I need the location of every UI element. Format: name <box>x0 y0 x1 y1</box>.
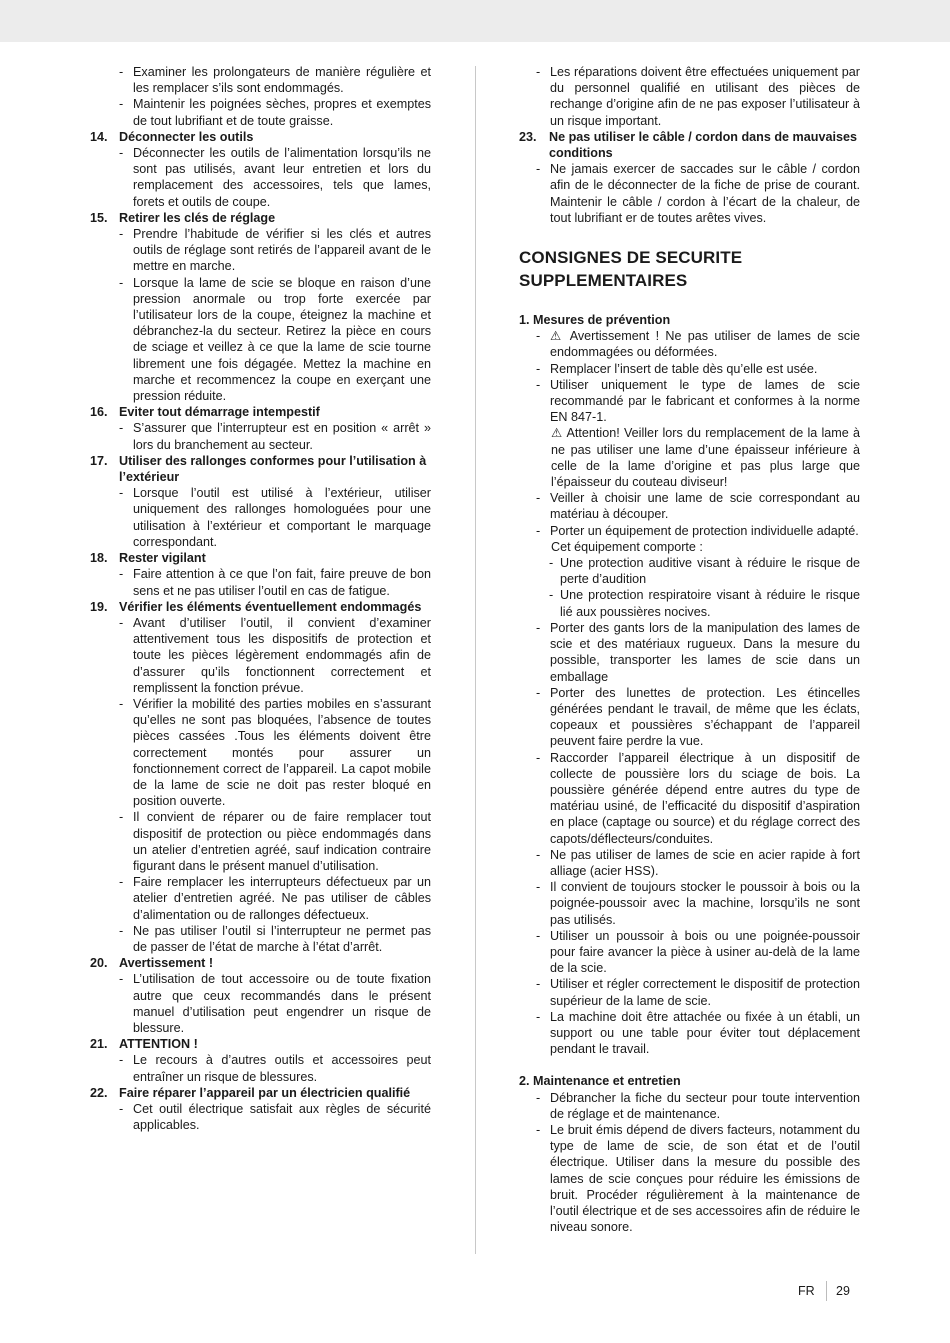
item-title: Utiliser des rallonges conformes pour l’utilisation à l’extérieur <box>119 453 427 485</box>
bullet-item <box>519 976 860 1008</box>
section-title-prevention <box>519 312 860 328</box>
bullet-dash: - <box>536 685 541 700</box>
bullet-text: Ne pas utiliser l’outil si l’interrupteur ne permet pas de passer de l’état de marche à l’état d’arrêt. <box>133 923 431 954</box>
bullet-item <box>519 161 860 226</box>
item-title: Eviter tout démarrage intempestif <box>119 405 320 420</box>
bullet-item <box>519 523 860 539</box>
bullet-item <box>519 1122 860 1235</box>
bullet-dash: - <box>119 65 124 79</box>
bullet-text: Une protection respiratoire visant à réduire le risque lié aux poussières nocives. <box>560 588 860 619</box>
item-number: 21. <box>90 1037 108 1052</box>
bullet-dash: - <box>536 523 541 538</box>
bullet-text: Maintenir les poignées sèches, propres et exemptes de tout lubrifiant et de toute graisse. <box>133 97 431 128</box>
bullet-text: ⚠ Avertissement ! Ne pas utiliser de lames de scie endommagées ou déformées. <box>550 329 860 360</box>
bullet-item <box>519 1009 860 1058</box>
item-title: Avertissement ! <box>119 956 214 971</box>
bullet-dash: - <box>119 696 124 711</box>
bullet-dash: - <box>119 810 124 825</box>
bullet-item <box>90 96 431 128</box>
bullet-dash: - <box>119 923 124 938</box>
paragraph: Cet équipement comporte : <box>551 539 703 554</box>
numbered-item-title <box>90 1036 431 1052</box>
bullet-text: Il convient de réparer ou de faire remplacer tout dispositif de protection ou pièce endommagés dans un atelier d’entretien agréé, sauf indication contraire figurant dans le présent manuel d’utilisation. <box>133 810 431 873</box>
bullet-item <box>519 377 860 426</box>
bullet-text: Utiliser uniquement le type de lames de scie recommandé par le fabricant et conformes à la norme EN 847-1. <box>550 377 860 425</box>
footer-separator <box>826 1281 827 1301</box>
bullet-text: Vérifier la mobilité des parties mobiles en s’assurant qu’elles ne sont pas bloquées, l’absence de toutes pièces cassées .Tous les éléments doivent être correctement montés pour assurer un fonctionnement correct de l’appareil. La capot mobile de la lame de scie ne doit pas rester bloqué en position ouverte. <box>133 696 431 809</box>
bullet-item <box>519 328 860 360</box>
sub-bullet-item <box>519 555 860 587</box>
bullet-item <box>90 566 431 598</box>
bullet-dash: - <box>536 377 541 392</box>
bullet-text: L’utilisation de tout accessoire ou de toute fixation autre que ceux recommandés dans le présent manuel d’utilisation peut engendrer un risque de blessure. <box>133 972 431 1035</box>
numbered-item-title <box>90 955 431 971</box>
bullet-text: Lorsque l’outil est utilisé à l’extérieur, utiliser uniquement des rallonges homologuées pour une utilisation à l’extérieur et comportant le marquage correspondant. <box>133 486 431 549</box>
bullet-text: Avant d’utiliser l’outil, il convient d’examiner attentivement tous les dispositifs de protection et toute les pièces légèrement endommagés afin de d’assurer qu’ils fonctionnent correctement et remplissent la fonction prévue. <box>133 615 431 695</box>
item-number: 22. <box>90 1085 108 1100</box>
right-top-items <box>519 64 860 226</box>
item-number: 14. <box>90 129 108 144</box>
bullet-text: Faire remplacer les interrupteurs défectueux par un atelier d’entretien agréé. Ne pas utiliser de câbles d’alimentation ou de rallonges défectueux. <box>133 875 431 922</box>
bullet-item <box>90 420 431 452</box>
top-band <box>0 0 950 42</box>
numbered-item-title <box>90 453 431 485</box>
bullet-dash: - <box>536 1122 541 1137</box>
bullet-dash: - <box>536 620 541 635</box>
bullet-dash: - <box>536 491 541 506</box>
bullet-text: S’assurer que l’interrupteur est en position « arrêt » lors du branchement au secteur. <box>133 421 431 452</box>
bullet-text: Débrancher la fiche du secteur pour toute intervention de réglage et de maintenance. <box>550 1090 860 1121</box>
numbered-item-title <box>519 129 860 161</box>
numbered-item-title <box>90 129 431 145</box>
bullet-item <box>90 809 431 874</box>
section-title-maintenance <box>519 1073 860 1089</box>
section-prevention-list <box>519 328 860 1057</box>
bullet-text: Cet outil électrique satisfait aux règles de sécurité applicables. <box>133 1102 431 1133</box>
item-title: Ne pas utiliser le câble / cordon dans de mauvaises conditions <box>549 129 857 161</box>
bullet-dash: - <box>119 146 124 161</box>
bullet-text: Le recours à d’autres outils et accessoires peut entraîner un risque de blessures. <box>133 1053 431 1084</box>
bullet-item <box>90 971 431 1036</box>
section-heading: CONSIGNES DE SECURITE SUPPLEMENTAIRES <box>519 248 743 291</box>
bullet-item <box>90 1101 431 1133</box>
bullet-item <box>519 847 860 879</box>
left-column <box>90 64 431 1133</box>
bullet-item <box>519 64 860 129</box>
bullet-dash: - <box>536 1090 541 1105</box>
bullet-dash: - <box>536 65 541 79</box>
language-label: FR <box>798 1284 815 1298</box>
bullet-item <box>90 485 431 550</box>
paragraph: ⚠ Attention! Veiller lors du remplacement de la lame à ne pas utiliser une lame d’une épaisseur inférieure à celle de la lame d’origine et pas plus large que l’épaisseur du couteau diviseur! <box>551 426 860 490</box>
numbered-item-title <box>90 210 431 226</box>
bullet-dash: - <box>536 928 541 943</box>
right-column <box>519 64 860 1235</box>
bullet-dash: - <box>119 615 124 630</box>
item-number: 20. <box>90 956 108 971</box>
bullet-item <box>519 1090 860 1122</box>
bullet-dash: - <box>536 750 541 765</box>
section-title-text: Maintenance et entretien <box>533 1074 681 1089</box>
bullet-text: Porter des gants lors de la manipulation des lames de scie et des matériaux rugueux. Dans la mesure du possible, transporter les lames de scie dans un emballage <box>550 620 860 684</box>
bullet-dash: - <box>119 421 124 436</box>
bullet-item <box>519 490 860 522</box>
page-number: 29 <box>836 1284 850 1298</box>
bullet-dash: - <box>536 847 541 862</box>
item-number: 23. <box>519 129 537 144</box>
bullet-dash: - <box>119 97 124 112</box>
bullet-item <box>90 615 431 696</box>
item-title: Vérifier les éléments éventuellement endommagés <box>119 599 422 614</box>
bullet-dash: - <box>536 361 541 376</box>
bullet-item <box>519 361 860 377</box>
bullet-item <box>90 226 431 275</box>
bullet-dash: - <box>119 567 124 582</box>
bullet-dash: - <box>536 977 541 992</box>
section-title-text: Mesures de prévention <box>533 313 671 328</box>
bullet-dash: - <box>549 588 554 603</box>
bullet-text: Ne pas utiliser de lames de scie en acier rapide à fort alliage (acier HSS). <box>550 847 860 878</box>
bullet-text: Prendre l’habitude de vérifier si les clés et autres outils de réglage sont retirés de l’appareil avant de le mettre en marche. <box>133 227 431 274</box>
bullet-item <box>519 879 860 928</box>
bullet-dash: - <box>119 972 124 987</box>
item-title: Déconnecter les outils <box>119 129 254 144</box>
bullet-dash: - <box>119 275 124 290</box>
bullet-item <box>519 928 860 977</box>
bullet-text: La machine doit être attachée ou fixée à un établi, un support ou une table pour éviter tout déplacement pendant le travail. <box>550 1009 860 1057</box>
section-number: 1. <box>519 313 530 328</box>
bullet-item <box>90 145 431 210</box>
item-title: Faire réparer l’appareil par un électricien qualifié <box>119 1085 411 1100</box>
numbered-item-title <box>90 1085 431 1101</box>
bullet-text: Examiner les prolongateurs de manière régulière et les remplacer s’ils sont endommagés. <box>133 65 431 96</box>
bullet-text: Remplacer l’insert de table dès qu’elle est usée. <box>550 361 818 376</box>
item-title: ATTENTION ! <box>119 1037 198 1052</box>
bullet-item <box>90 1052 431 1084</box>
bullet-item <box>519 685 860 750</box>
item-number: 15. <box>90 210 108 225</box>
item-title: Rester vigilant <box>119 551 206 566</box>
bullet-item <box>519 750 860 847</box>
numbered-item-title <box>90 404 431 420</box>
bullet-text: Déconnecter les outils de l’alimentation lorsqu’ils ne sont pas utilisés, avant leur entretien et lors du remplacement des accessoires, tels que lames, forets et outils de coupe. <box>133 146 431 209</box>
bullet-text: Veiller à choisir une lame de scie correspondant au matériau à découper. <box>550 491 860 522</box>
bullet-item <box>90 696 431 809</box>
item-title: Retirer les clés de réglage <box>119 210 276 225</box>
bullet-dash: - <box>119 875 124 890</box>
bullet-dash: - <box>119 227 124 242</box>
item-number: 16. <box>90 405 108 420</box>
bullet-dash: - <box>536 162 541 177</box>
bullet-item <box>519 620 860 685</box>
bullet-text: Utiliser et régler correctement le dispositif de protection supérieur de la lame de scie. <box>550 977 860 1008</box>
section-maintenance-list <box>519 1090 860 1236</box>
bullet-text: Raccorder l’appareil électrique à un dispositif de collecte de poussière lors du sciage de bois. La poussière générée dépend entre autres du type de matériau usiné, de l’efficacité du dispositif d’aspiration en place (captage ou source) et du réglage correct des capots/déflecteurs/conduites. <box>550 750 860 846</box>
column-divider <box>475 66 476 1254</box>
item-number: 17. <box>90 453 108 468</box>
bullet-text: Utiliser un poussoir à bois ou une poignée-poussoir pour faire avancer la pièce à usiner au-delà de la lame de la scie. <box>550 928 860 976</box>
bullet-text: Une protection auditive visant à réduire le risque de perte d’audition <box>560 556 860 587</box>
item-number: 19. <box>90 599 108 614</box>
bullet-dash: - <box>119 1053 124 1068</box>
bullet-text: Les réparations doivent être effectuées uniquement par du personnel qualifié en utilisant des pièces de rechange d’origine afin de ne pas exposer l’utilisateur à un risque important. <box>550 65 860 128</box>
bullet-item <box>90 275 431 405</box>
bullet-dash: - <box>119 486 124 501</box>
bullet-dash: - <box>549 556 554 571</box>
bullet-dash: - <box>536 329 541 344</box>
bullet-text: Faire attention à ce que l’on fait, faire preuve de bon sens et ne pas utiliser l’outil en cas de fatigue. <box>133 567 431 598</box>
bullet-dash: - <box>536 880 541 895</box>
bullet-text: Lorsque la lame de scie se bloque en raison d’une pression anormale ou trop forte exercée par l’utilisateur lors de la coupe, éteignez la machine et débranchez-la du secteur. Retirez la pièce en cours de sciage et veillez à ce que la lame de scie tourne librement une fois dégagée. Mettez la machine en marche et recommencez la coupe en exerçant une pression réduite. <box>133 275 431 404</box>
bullet-text: Le bruit émis dépend de divers facteurs, notamment du type de lame de scie, de son état et de l’outil électrique. Utiliser dans la mesure du possible des lames de scie conçues pour réduire les émissions de bruit. Procéder régulièrement à la maintenance de l’outil électrique et de ses accessoires afin de réduire le niveau sonore. <box>550 1122 860 1235</box>
bullet-item <box>90 64 431 96</box>
bullet-text: Ne jamais exercer de saccades sur le câble / cordon afin de le déconnecter de la fiche de prise de courant. Maintenir le câble / cordon à l’écart de la chaleur, de tout lubrifiant er de toutes arêtes vives. <box>550 162 860 225</box>
bullet-item <box>90 874 431 923</box>
bullet-text: Porter des lunettes de protection. Les étincelles générées pendant le travail, de même que les éclats, copeaux et poussières s’échappant de l’appareil peuvent faire perdre la vue. <box>550 685 860 749</box>
bullet-item <box>90 923 431 955</box>
bullet-text: Il convient de toujours stocker le poussoir à bois ou la poignée-poussoir avec la machine, lorsqu’ils ne sont pas utilisés. <box>550 880 860 927</box>
section-number: 2. <box>519 1074 530 1089</box>
numbered-item-title <box>90 599 431 615</box>
bullet-text: Porter un équipement de protection individuelle adapté. <box>550 523 859 538</box>
numbered-item-title <box>90 550 431 566</box>
bullet-dash: - <box>119 1102 124 1116</box>
item-number: 18. <box>90 551 108 566</box>
sub-bullet-item <box>519 587 860 619</box>
bullet-dash: - <box>536 1009 541 1024</box>
